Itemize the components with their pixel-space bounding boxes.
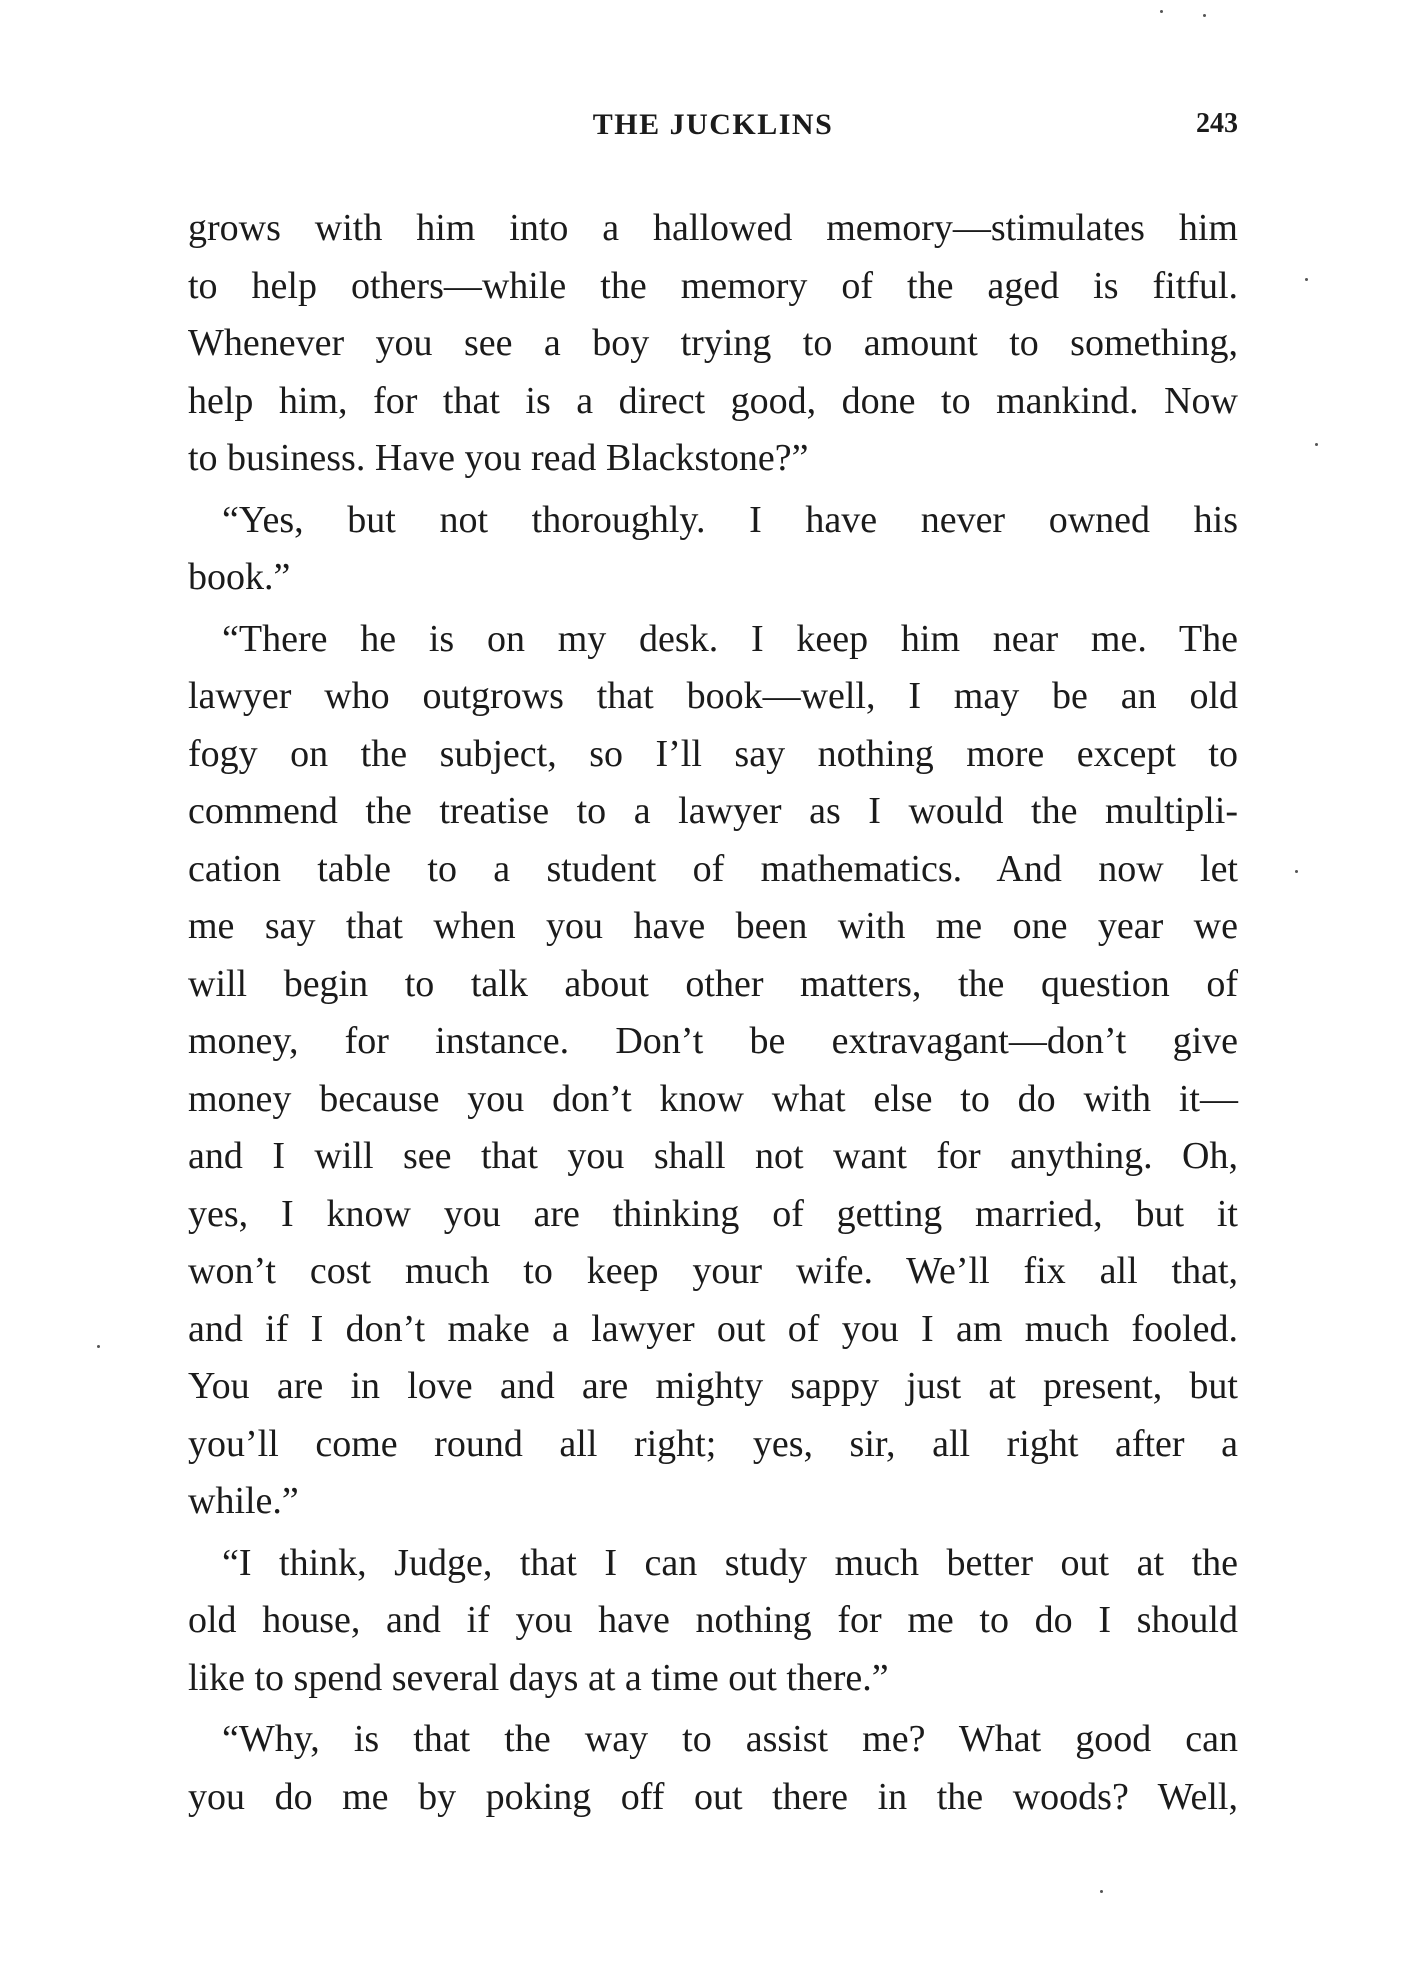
text-line: will begin to talk about other matters, the question of — [188, 962, 1238, 1005]
text-line: while.” — [188, 1480, 299, 1522]
text-line: you’ll come round all right; yes, sir, all right after a — [188, 1422, 1238, 1465]
text-line: you do me by poking off out there in the woods? Well, — [188, 1775, 1238, 1818]
text-line: lawyer who outgrows that book—well, I may be an old — [188, 675, 1238, 717]
scan-speck — [1160, 10, 1163, 13]
text-line: and if I don’t make a lawyer out of you I am much fooled. — [188, 1307, 1238, 1350]
text-line: “Yes, but not thoroughly. I have never owned his — [222, 498, 1238, 541]
text-line: won’t cost much to keep your wife. We’ll fix all that, — [188, 1250, 1238, 1292]
text-line: and I will see that you shall not want for anything. Oh, — [188, 1135, 1238, 1177]
body-text — [188, 200, 1238, 1826]
scan-speck — [1295, 870, 1298, 873]
text-line: fogy on the subject, so I’ll say nothing more except to — [188, 732, 1238, 775]
text-line: You are in love and are mighty sappy just at present, but — [188, 1365, 1238, 1407]
text-line: to business. Have you read Blackstone?” — [188, 437, 809, 479]
text-line: grows with him into a hallowed memory—stimulates him — [188, 207, 1238, 249]
text-line: to help others—while the memory of the aged is fitful. — [188, 264, 1238, 307]
text-line: “Why, is that the way to assist me? What good can — [222, 1718, 1238, 1760]
text-line: money because you don’t know what else to do with it— — [188, 1077, 1238, 1120]
text-line: “I think, Judge, that I can study much better out at the — [222, 1541, 1238, 1584]
text-line: “There he is on my desk. I keep him near me. The — [222, 617, 1238, 660]
text-line: old house, and if you have nothing for me to do I should — [188, 1599, 1238, 1641]
page-number: 243 — [1196, 108, 1238, 139]
text-line: like to spend several days at a time out there.” — [188, 1656, 889, 1699]
text-line: Whenever you see a boy trying to amount to something, — [188, 322, 1238, 364]
text-line: commend the treatise to a lawyer as I would the multipli- — [188, 790, 1238, 832]
scan-speck — [1305, 278, 1308, 281]
text-line: help him, for that is a direct good, done to mankind. Now — [188, 379, 1238, 422]
running-title: THE JUCKLINS — [592, 108, 834, 141]
text-line: money, for instance. Don’t be extravagant—don’t give — [188, 1020, 1238, 1062]
text-line: cation table to a student of mathematics. And now let — [188, 847, 1238, 890]
text-line: yes, I know you are thinking of getting married, but it — [188, 1192, 1238, 1235]
scan-speck — [97, 1345, 100, 1348]
running-head — [188, 108, 1238, 152]
scan-speck — [1203, 14, 1206, 17]
text-line: me say that when you have been with me one year we — [188, 905, 1238, 947]
scan-speck — [1100, 1890, 1103, 1893]
scan-speck — [1315, 443, 1318, 446]
text-line: book.” — [188, 556, 291, 598]
